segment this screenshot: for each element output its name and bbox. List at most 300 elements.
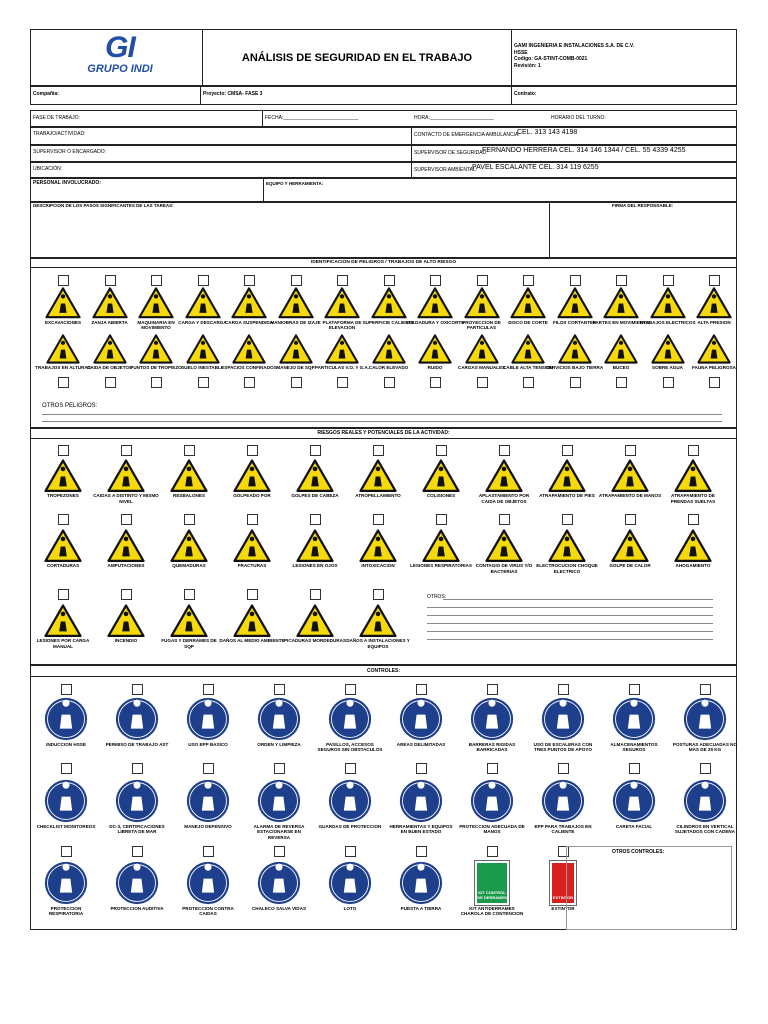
item-label: TRABAJOS ELECTRICOS xyxy=(639,319,696,325)
item-alarma-de-reversa-estacionarse-en-reversa xyxy=(246,779,312,840)
otros-riesgos-line[interactable] xyxy=(427,631,713,632)
item-label: ALMACENAMIENTOS SEGUROS xyxy=(610,742,658,753)
item-colisiones xyxy=(408,459,474,499)
item-label: KIT ANTIDERRAMES CHAROLA DE CONTENCION xyxy=(460,906,524,917)
otros-peligros-label[interactable]: OTROS PELIGROS: xyxy=(42,403,98,409)
checkbox-particulas-v-o-y-g-a[interactable] xyxy=(337,377,348,388)
checkbox-tropezones[interactable] xyxy=(58,445,69,456)
checkbox-sobre-agua[interactable] xyxy=(663,377,674,388)
item-tropezones xyxy=(30,459,96,499)
item-intoxicacion xyxy=(345,529,411,569)
uso-de-escaleras-con-tres-puntos-de-apoyo-icon xyxy=(541,697,585,741)
checkbox-aplastamiento-por-caida-de-objetos[interactable] xyxy=(499,445,510,456)
company-info-line-1: GAMI INGENIERIA E INSTALACIONES S.A. DE C.V. xyxy=(514,43,635,49)
checkbox-excavaciones[interactable] xyxy=(58,275,69,286)
descripcion-label[interactable]: DESCRIPCION DE LOS PASOS SIGNIFICANTES DE LAS TAREAS: xyxy=(33,203,174,208)
checkbox-electrocucion-choque-electrico[interactable] xyxy=(562,514,573,525)
proteccion-auditiva-icon xyxy=(115,861,159,905)
item-label: PARTICULAS V.O. Y G.A. xyxy=(314,364,370,370)
logo xyxy=(60,32,180,75)
item-label: RESBALONES xyxy=(173,493,205,499)
item-label: CARGA SUSPENDIDA xyxy=(224,319,274,325)
checkbox-uso-de-escaleras-con-tres-puntos-de-apoyo[interactable] xyxy=(558,684,569,695)
otros-controles-box[interactable] xyxy=(566,846,732,930)
item-guardas-de-proteccion xyxy=(317,779,383,829)
checkbox-proteccion-adecuada-de-manos[interactable] xyxy=(487,763,498,774)
item-label: SOLDADURA Y OXICORTE xyxy=(405,319,465,325)
checkbox-cable-alta-tension[interactable] xyxy=(523,377,534,388)
item-areas-delimitadas xyxy=(388,697,454,747)
controles-title: CONTROLES: xyxy=(366,668,401,674)
item-label: PICADURAS MORDEDURAS xyxy=(283,638,347,644)
uso-epp-basico-icon xyxy=(186,697,230,741)
checkbox-induccion-hsse[interactable] xyxy=(61,684,72,695)
item-label: CARGA Y DESCARGA xyxy=(178,319,227,325)
divider xyxy=(549,202,550,258)
item-chaleco-salva-vidas xyxy=(246,861,312,911)
item-posturas-adecuadas-no-mas-de-25-kg xyxy=(672,697,738,753)
checkbox-manejo-defensivo[interactable] xyxy=(203,763,214,774)
item-caidas-a-distinto-y-mismo-nivel xyxy=(93,459,159,504)
item-label: CONTAGIO DE VIRUS Y/O BACTERIAS xyxy=(475,563,533,574)
cilindros-en-vertical-sujetados-con-cadena-icon xyxy=(683,779,727,823)
company-info xyxy=(514,43,634,69)
item-golpeado-por xyxy=(219,459,285,499)
item-pasillos-accesos-seguros-sin-obstaculos xyxy=(317,697,383,753)
item-kit-antiderrames-charola-de-contencion xyxy=(459,861,525,917)
item-contagio-de-virus-y-o-bacterias xyxy=(471,529,537,574)
company-info-line-3: Codigo: GA-STINT-COMB-0021 xyxy=(514,56,588,62)
checkbox-atrapamiento-de-prendas-sueltas[interactable] xyxy=(688,445,699,456)
pasillos-accesos-seguros-sin-obstaculos-icon xyxy=(328,697,372,741)
item-electrocucion-choque-electrico xyxy=(534,529,600,574)
otros-riesgos-line[interactable] xyxy=(427,607,713,608)
checkbox-posturas-adecuadas-no-mas-de-25-kg[interactable] xyxy=(700,684,711,695)
manejo-de-sqp-icon xyxy=(279,334,313,364)
checkbox-intoxicacion[interactable] xyxy=(373,514,384,525)
checkbox-golpeado-por[interactable] xyxy=(247,445,258,456)
checkbox-fauna-peligrosa[interactable] xyxy=(709,377,720,388)
golpe-de-calor-icon xyxy=(611,529,649,562)
item-label: QUEMADURAS xyxy=(172,563,206,569)
checkbox-zanja-abierta[interactable] xyxy=(105,275,116,286)
item-quemaduras xyxy=(156,529,222,569)
item-resbalones xyxy=(156,459,222,499)
checkbox-atrapamiento-de-manos[interactable] xyxy=(625,445,636,456)
equipos-label[interactable]: EQUIPO Y HERRAMIENTA: xyxy=(266,181,324,186)
sup-amb-value[interactable]: PAVEL ESCALANTE CEL. 314 119 6255 xyxy=(472,164,599,171)
divider xyxy=(262,110,263,127)
atrapamiento-de-manos-icon xyxy=(611,459,649,492)
checkbox-resbalones[interactable] xyxy=(184,445,195,456)
sup-seg-label: SUPERVISOR DE SEGURIDAD: xyxy=(414,150,488,156)
item-alta-presion xyxy=(681,287,747,325)
checkbox-partes-en-movimiento[interactable] xyxy=(616,275,627,286)
item-label: FAUNA PELIGROSA xyxy=(692,364,736,370)
item-label: FUGAS Y DERRAMES DE SQP xyxy=(161,638,217,649)
particulas-v-o-y-g-a-icon xyxy=(325,334,359,364)
checkbox-manejo-de-sqp[interactable] xyxy=(291,377,302,388)
atrapamiento-de-pies-icon xyxy=(548,459,586,492)
puntos-de-tropiezo-icon xyxy=(139,334,173,364)
areas-delimitadas-icon xyxy=(399,697,443,741)
item-label: CAIDAS A DISTINTO Y MISMO NIVEL xyxy=(93,493,159,504)
checkbox-orden-y-limpieza[interactable] xyxy=(274,684,285,695)
checkbox-colisiones[interactable] xyxy=(436,445,447,456)
checkbox-incendio[interactable] xyxy=(121,589,132,600)
checkbox-guardas-de-proteccion[interactable] xyxy=(345,763,356,774)
danos-a-instalaciones-y-equipos-icon xyxy=(359,604,397,637)
item-label: MANEJO DE SQP xyxy=(276,364,315,370)
item-orden-y-limpieza xyxy=(246,697,312,747)
suelo-inestable-icon xyxy=(186,334,220,364)
contacto-label: CONTACTO DE EMERGENCIA AMBULANCIA: xyxy=(414,132,520,138)
item-label: CARETA FACIAL xyxy=(615,824,653,829)
checkbox-fracturas[interactable] xyxy=(247,514,258,525)
kit-antiderrames-charola-de-contencion-icon: KIT CONTROL DE DERRAMES xyxy=(475,861,509,905)
checkbox-caidas-a-distinto-y-mismo-nivel[interactable] xyxy=(121,445,132,456)
item-label: PROYECCION DE PARTICULAS xyxy=(462,319,501,330)
checkbox-proteccion-contra-caidas[interactable] xyxy=(203,846,214,857)
item-label: INCENDIO xyxy=(114,638,138,644)
checkbox-golpe-de-calor[interactable] xyxy=(625,514,636,525)
item-label: PUNTOS DE TROPIEZO xyxy=(130,364,182,370)
epp-para-trabajos-en-caliente-icon xyxy=(541,779,585,823)
checkbox-filos-cortantes[interactable] xyxy=(570,275,581,286)
checkbox-disco-de-corte[interactable] xyxy=(523,275,534,286)
item-label: SOBRE AGUA xyxy=(652,364,683,370)
trabajo-label[interactable]: TRABAJO/ACTIVIDAD: xyxy=(33,131,86,137)
calor-elevado-icon xyxy=(372,334,406,364)
checkbox-atrapamiento-de-pies[interactable] xyxy=(562,445,573,456)
ruido-icon xyxy=(418,334,452,364)
checkbox-proteccion-auditiva[interactable] xyxy=(132,846,143,857)
item-label: ESPACIOS CONFINADOS xyxy=(221,364,277,370)
checkbox-ruido[interactable] xyxy=(430,377,441,388)
company-info-line-4: Revisión: 1 xyxy=(514,62,541,69)
item-fauna-peligrosa xyxy=(681,334,747,370)
item-puesta-a-tierra xyxy=(388,861,454,911)
item-golpe-de-calor xyxy=(597,529,663,569)
fauna-peligrosa-icon xyxy=(697,334,731,364)
item-label: CABLE ALTA TENSION xyxy=(502,364,554,370)
extintor-icon: EXTINTOR xyxy=(550,861,576,905)
checkbox-trabajos-electricos[interactable] xyxy=(663,275,674,286)
otros-riesgos-line[interactable] xyxy=(443,599,713,600)
otros-peligros-line[interactable] xyxy=(42,421,722,422)
checkbox-trabajos-en-alturas[interactable] xyxy=(58,377,69,388)
aplastamiento-por-caida-de-objetos-icon xyxy=(485,459,523,492)
checkbox-danos-al-medio-ambiente[interactable] xyxy=(247,589,258,600)
item-label: ZANJA ABIERTA xyxy=(91,319,128,325)
checkbox-caida-de-objetos[interactable] xyxy=(105,377,116,388)
proteccion-respiratoria-icon xyxy=(44,861,88,905)
fugas-y-derrames-de-sqp-icon xyxy=(170,604,208,637)
checkbox-lesiones-respiratorias[interactable] xyxy=(436,514,447,525)
checkbox-contagio-de-virus-y-o-bacterias[interactable] xyxy=(499,514,510,525)
form-row-descripcion xyxy=(30,202,737,258)
item-manejo-defensivo xyxy=(175,779,241,829)
tropezones-icon xyxy=(44,459,82,492)
item-atrapamiento-de-manos xyxy=(597,459,663,499)
otros-riesgos-line[interactable] xyxy=(427,639,713,640)
contacto-value[interactable]: CEL. 313 143 4198 xyxy=(517,129,578,136)
manejo-defensivo-icon xyxy=(186,779,230,823)
item-checklist-monitoreos xyxy=(33,779,99,829)
item-label: EXTINTOR xyxy=(551,906,575,911)
checkbox-epp-para-trabajos-en-caliente[interactable] xyxy=(558,763,569,774)
checkbox-amputaciones[interactable] xyxy=(121,514,132,525)
item-atrapamiento-de-pies xyxy=(534,459,600,499)
item-label: ATRAPAMIENTO DE MANOS xyxy=(598,493,662,499)
loto-icon xyxy=(328,861,372,905)
checkbox-lesiones-en-ojos[interactable] xyxy=(310,514,321,525)
form-row-ubicacion xyxy=(30,162,737,178)
item-label: ATROPELLAMIENTO xyxy=(355,493,401,499)
otros-riesgos-label[interactable]: OTROS: xyxy=(427,594,447,600)
checkbox-servicios-bajo-tierra[interactable] xyxy=(570,377,581,388)
form-row-personal xyxy=(30,178,737,202)
hora-label[interactable]: HORA:_______________________ xyxy=(414,115,494,121)
compania-label[interactable]: Compañia: xyxy=(33,91,59,97)
item-label: EPP PARA TRABAJOS EN CALIENTE xyxy=(534,824,592,835)
item-lesiones-respiratorias xyxy=(408,529,474,569)
checkbox-proyeccion-de-particulas[interactable] xyxy=(477,275,488,286)
checkbox-chaleco-salva-vidas[interactable] xyxy=(274,846,285,857)
item-label: ATRAPAMIENTO DE PIES xyxy=(539,493,595,499)
checkbox-alta-presion[interactable] xyxy=(709,275,720,286)
item-label: CARGAS MANUALES xyxy=(457,364,506,370)
incendio-icon xyxy=(107,604,145,637)
guardas-de-proteccion-icon xyxy=(328,779,372,823)
checkbox-careta-facial[interactable] xyxy=(629,763,640,774)
item-label: EXCAVACIONES xyxy=(44,319,82,325)
item-lesiones-por-carga-manual xyxy=(30,604,96,649)
item-induccion-hsse xyxy=(33,697,99,747)
checkbox-espacios-confinados[interactable] xyxy=(244,377,255,388)
divider xyxy=(511,86,512,105)
checkbox-cilindros-en-vertical-sujetados-con-cadena[interactable] xyxy=(700,763,711,774)
item-label: PASILLOS, ACCESOS SEGUROS SIN OBSTACULOS xyxy=(317,742,383,753)
picaduras-mordeduras-icon xyxy=(296,604,334,637)
checkbox-fugas-y-derrames-de-sqp[interactable] xyxy=(184,589,195,600)
firma-label[interactable]: FIRMA DEL RESPONSABLE: xyxy=(612,203,674,208)
checkbox-superficie-caliente[interactable] xyxy=(384,275,395,286)
checkbox-permiso-de-trabajo-ast[interactable] xyxy=(132,684,143,695)
logo-main: GI xyxy=(105,31,135,64)
checkbox-checklist-monitoreos[interactable] xyxy=(61,763,72,774)
item-label: GOLPEADO POR xyxy=(233,493,271,499)
horario-label[interactable]: HORARIO DEL TURNO: xyxy=(551,115,606,121)
otros-riesgos-line[interactable] xyxy=(427,615,713,616)
item-uso-de-escaleras-con-tres-puntos-de-apoyo xyxy=(530,697,596,753)
item-atrapamiento-de-prendas-sueltas xyxy=(660,459,726,504)
item-barreras-rigidas-barricadas xyxy=(459,697,525,753)
checkbox-uso-epp-basico[interactable] xyxy=(203,684,214,695)
item-almacenamientos-seguros xyxy=(601,697,667,753)
checkbox-puntos-de-tropiezo[interactable] xyxy=(151,377,162,388)
item-label: INTOXICACION xyxy=(361,563,395,569)
riesgos-title: RIESGOS REALES Y POTENCIALES DE LA ACTIVIDAD: xyxy=(317,430,450,436)
item-label: CAIDA DE OBJETOS xyxy=(86,364,133,370)
proyecto-label[interactable]: Proyecto: CMSA- FASE 3 xyxy=(203,91,263,97)
cargas-manuales-icon xyxy=(465,334,499,364)
checkbox-ahogamiento[interactable] xyxy=(688,514,699,525)
checkbox-soldadura-y-oxicorte[interactable] xyxy=(430,275,441,286)
checkbox-maquinaria-en-movimiento[interactable] xyxy=(151,275,162,286)
item-label: CHALECO SALVA VIDAS xyxy=(251,906,307,911)
item-incendio xyxy=(93,604,159,644)
item-label: MANEJO DEFENSIVO xyxy=(184,824,232,829)
checkbox-carga-suspendida[interactable] xyxy=(244,275,255,286)
item-label: AHOGAMIENTO xyxy=(675,563,711,569)
atrapamiento-de-prendas-sueltas-icon xyxy=(674,459,712,492)
checkbox-pasillos-accesos-seguros-sin-obstaculos[interactable] xyxy=(345,684,356,695)
item-label: DAÑOS A INSTALACIONES Y EQUIPOS xyxy=(346,638,410,649)
quemaduras-icon xyxy=(170,529,208,562)
checkbox-herramientas-y-equipos-en-buen-estado[interactable] xyxy=(416,763,427,774)
divider xyxy=(30,676,737,677)
checkbox-lesiones-por-carga-manual[interactable] xyxy=(58,589,69,600)
supervisor-label[interactable]: SUPERVISOR O ENCARGADO: xyxy=(33,149,106,155)
item-label: BUCEO xyxy=(612,364,630,370)
item-label: ATRAPAMIENTO DE PRENDAS SUELTAS xyxy=(670,493,716,504)
checklist-monitoreos-icon xyxy=(44,779,88,823)
item-label: ORDEN Y LIMPIEZA xyxy=(257,742,301,747)
checkbox-alarma-de-reversa-estacionarse-en-reversa[interactable] xyxy=(274,763,285,774)
checkbox-proteccion-respiratoria[interactable] xyxy=(61,846,72,857)
item-label: SUPERFICIE CALIENTE xyxy=(362,319,415,325)
item-label: ALARMA DE REVERSA ESTACIONARSE EN REVERSA xyxy=(253,824,305,840)
item-label: SERVICIOS BAJO TIERRA xyxy=(545,364,604,370)
proteccion-adecuada-de-manos-icon xyxy=(470,779,514,823)
item-loto xyxy=(317,861,383,911)
divider xyxy=(30,267,737,268)
item-proteccion-contra-caidas xyxy=(175,861,241,917)
checkbox-puesta-a-tierra[interactable] xyxy=(416,846,427,857)
cable-alta-tension-icon xyxy=(511,334,545,364)
item-label: CALOR ELEVADO xyxy=(368,364,409,370)
checkbox-picaduras-mordeduras[interactable] xyxy=(310,589,321,600)
item-dc-3-certificaciones-libreta-de-mar xyxy=(104,779,170,835)
item-epp-para-trabajos-en-caliente xyxy=(530,779,596,835)
checkbox-carga-y-descarga[interactable] xyxy=(198,275,209,286)
item-label: CORTADURAS xyxy=(46,563,80,569)
checkbox-almacenamientos-seguros[interactable] xyxy=(629,684,640,695)
item-proteccion-adecuada-de-manos xyxy=(459,779,525,835)
form-row-fase xyxy=(30,110,737,127)
checkbox-calor-elevado[interactable] xyxy=(384,377,395,388)
orden-y-limpieza-icon xyxy=(257,697,301,741)
espacios-confinados-icon xyxy=(232,334,266,364)
checkbox-loto[interactable] xyxy=(345,846,356,857)
item-proteccion-respiratoria xyxy=(33,861,99,917)
item-atropellamiento xyxy=(345,459,411,499)
permiso-de-trabajo-ast-icon xyxy=(115,697,159,741)
checkbox-buceo[interactable] xyxy=(616,377,627,388)
fracturas-icon xyxy=(233,529,271,562)
item-amputaciones xyxy=(93,529,159,569)
checkbox-plataforma-de-elevacion[interactable] xyxy=(337,275,348,286)
posturas-adecuadas-no-mas-de-25-kg-icon xyxy=(683,697,727,741)
electrocucion-choque-electrico-icon xyxy=(548,529,586,562)
item-label: FILOS CORTANTES xyxy=(552,319,597,325)
lesiones-en-ojos-icon xyxy=(296,529,334,562)
item-label: HERRAMIENTAS Y EQUIPOS EN BUEN ESTADO xyxy=(389,824,453,835)
ubicacion-label[interactable]: UBICACIÓN: xyxy=(33,166,63,172)
item-label: TROPEZONES xyxy=(47,493,79,499)
danos-al-medio-ambiente-icon xyxy=(233,604,271,637)
item-label: MAQUINARIA EN MOVIMIENTO xyxy=(137,319,175,330)
item-label: ELECTROCUCION CHOQUE ELECTRICO xyxy=(536,563,598,574)
checkbox-danos-a-instalaciones-y-equipos[interactable] xyxy=(373,589,384,600)
item-label: SUELO INESTABLE xyxy=(181,364,224,370)
checkbox-areas-delimitadas[interactable] xyxy=(416,684,427,695)
item-label: GOLPES DE CABEZA xyxy=(291,493,339,499)
page-title: ANÁLISIS DE SEGURIDAD EN EL TRABAJO xyxy=(241,52,473,64)
item-label: PERMISO DE TRABAJO AST xyxy=(105,742,169,747)
fase-label[interactable]: FASE DE TRABAJO: xyxy=(33,115,80,121)
resbalones-icon xyxy=(170,459,208,492)
checkbox-atropellamiento[interactable] xyxy=(373,445,384,456)
checkbox-quemaduras[interactable] xyxy=(184,514,195,525)
checkbox-kit-antiderrames-charola-de-contencion[interactable] xyxy=(487,846,498,857)
item-label: POSTURAS ADECUADAS NO MAS DE 25 KG xyxy=(672,742,738,753)
contrato-label[interactable]: Contrato: xyxy=(514,91,537,97)
careta-facial-icon xyxy=(612,779,656,823)
checkbox-maniobras-de-izaje[interactable] xyxy=(291,275,302,286)
item-danos-a-instalaciones-y-equipos xyxy=(345,604,411,649)
barreras-rigidas-barricadas-icon xyxy=(470,697,514,741)
item-label: AMPUTACIONES xyxy=(107,563,145,569)
induccion-hsse-icon xyxy=(44,697,88,741)
item-golpes-de-cabeza xyxy=(282,459,348,499)
item-cilindros-en-vertical-sujetados-con-cadena xyxy=(672,779,738,835)
item-label: LESIONES POR CARGA MANUAL xyxy=(36,638,90,649)
checkbox-suelo-inestable[interactable] xyxy=(198,377,209,388)
item-proteccion-auditiva xyxy=(104,861,170,911)
item-fracturas xyxy=(219,529,285,569)
otros-peligros-line[interactable] xyxy=(42,414,722,415)
amputaciones-icon xyxy=(107,529,145,562)
sup-seg-value[interactable]: FERNANDO HERRERA CEL. 314 146 1344 / CEL. 55 4339 4255 xyxy=(482,147,686,154)
servicios-bajo-tierra-icon xyxy=(558,334,592,364)
checkbox-golpes-de-cabeza[interactable] xyxy=(310,445,321,456)
checkbox-cortaduras[interactable] xyxy=(58,514,69,525)
item-careta-facial xyxy=(601,779,667,829)
divider xyxy=(200,86,201,105)
personal-label[interactable]: PERSONAL INVOLUCRADO: xyxy=(33,180,101,186)
checkbox-dc-3-certificaciones-libreta-de-mar[interactable] xyxy=(132,763,143,774)
item-label: GUARDAS DE PROTECCION xyxy=(318,824,382,829)
logo-sub: GRUPO INDI xyxy=(87,63,153,75)
item-lesiones-en-ojos xyxy=(282,529,348,569)
item-label: COLISIONES xyxy=(426,493,456,499)
otros-riesgos-line[interactable] xyxy=(427,623,713,624)
fecha-label[interactable]: FECHA:___________________________ xyxy=(265,115,359,121)
item-label: CILINDROS EN VERTICAL SUJETADOS CON CADENA xyxy=(674,824,736,835)
item-ahogamiento xyxy=(660,529,726,569)
item-label: FRACTURAS xyxy=(237,563,267,569)
item-permiso-de-trabajo-ast xyxy=(104,697,170,747)
item-cortaduras xyxy=(30,529,96,569)
item-label: LOTO xyxy=(343,906,357,911)
checkbox-barreras-rigidas-barricadas[interactable] xyxy=(487,684,498,695)
checkbox-cargas-manuales[interactable] xyxy=(477,377,488,388)
lesiones-respiratorias-icon xyxy=(422,529,460,562)
trabajos-en-alturas-icon xyxy=(46,334,80,364)
item-label: USO EPP BASICO xyxy=(188,742,228,747)
